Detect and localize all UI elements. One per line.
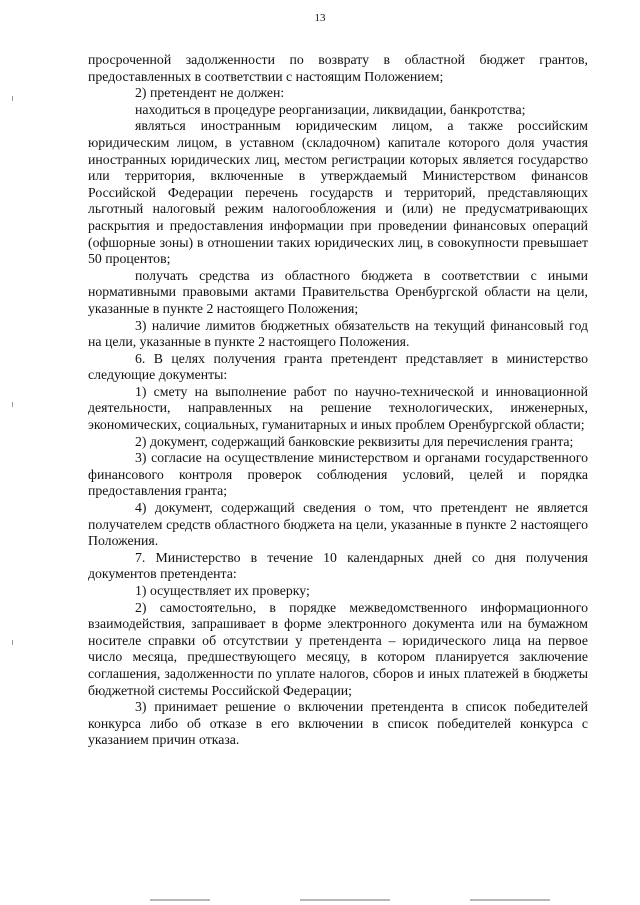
scan-bottom-mark bbox=[470, 899, 550, 901]
paragraph: 3) принимает решение о включении претендента в список победителей конкурса либо об отказе в его включении в список победителей конкурса с указанием причин отказа. bbox=[88, 699, 588, 748]
paragraph: являться иностранным юридическим лицом, а также российским юридическим лицом, в уставном (складочном) капитале которого доля участия иностранных юридических лиц, местом регистрации которых является государство или территория, включенные в утверждаемый Министерством финансов Российской Федерации перечень государств и территорий, представляющих льготный налоговый режим налогообложения и (или) не предусматривающих раскрытия и предоставления информации при проведении финансовых операций (офшорные зоны) в отношении таких юридических лиц, в совокупности превышает 50 процентов; bbox=[88, 118, 588, 267]
scan-edge-mark bbox=[12, 640, 13, 645]
paragraph: 2) претендент не должен: bbox=[135, 85, 285, 101]
paragraph: 3) наличие лимитов бюджетных обязательств на текущий финансовый год на цели, указанные в пункте 2 настоящего Положения. bbox=[88, 317, 588, 350]
paragraph: находиться в процедуре реорганизации, ликвидации, банкротства; bbox=[135, 101, 526, 117]
scan-bottom-mark bbox=[150, 899, 210, 901]
document-body bbox=[88, 52, 588, 749]
paragraph: 3) согласие на осуществление министерством и органами государственного финансового контроля проверок соблюдения условий, целей и порядка предоставления гранта; bbox=[88, 450, 588, 499]
paragraph: 2) самостоятельно, в порядке межведомственного информационного взаимодействия, запрашивает в форме электронного документа или на бумажном носителе справки об отсутствии у претендента – юридического лица на первое число месяца, предшествующего месяцу, в котором планируется заключение соглашения, задолженности по уплате налогов, сборов и иных платежей в бюджеты бюджетной системы Российской Федерации; bbox=[88, 599, 588, 698]
paragraph: 1) смету на выполнение работ по научно-технической и инновационной деятельности, направленных на решение технологических, инженерных, экономических, социальных, гуманитарных и иных проблем Оренбургской области; bbox=[88, 383, 588, 433]
paragraph-continuation: просроченной задолженности по возврату в областной бюджет грантов, предоставленных в соответствии с настоящим Положением; bbox=[88, 52, 588, 84]
scan-edge-mark bbox=[12, 96, 13, 101]
paragraph: 1) осуществляет их проверку; bbox=[135, 583, 310, 598]
scan-bottom-mark bbox=[300, 899, 390, 901]
page-number: 13 bbox=[314, 12, 326, 24]
paragraph: получать средства из областного бюджета в соответствии с иными нормативными правовыми актами Правительства Оренбургской области на цели, указанные в пункте 2 настоящего Положения; bbox=[88, 267, 588, 316]
paragraph: 6. В целях получения гранта претендент представляет в министерство следующие документы: bbox=[88, 350, 588, 383]
paragraph: 7. Министерство в течение 10 календарных дней со дня получения документов претендента: bbox=[88, 549, 588, 582]
paragraph: 2) документ, содержащий банковские реквизиты для перечисления гранта; bbox=[135, 433, 574, 449]
scan-edge-mark bbox=[12, 402, 13, 407]
paragraph: 4) документ, содержащий сведения о том, что претендент не является получателем средств областного бюджета на цели, указанные в пункте 2 настоящего Положения. bbox=[88, 500, 588, 549]
